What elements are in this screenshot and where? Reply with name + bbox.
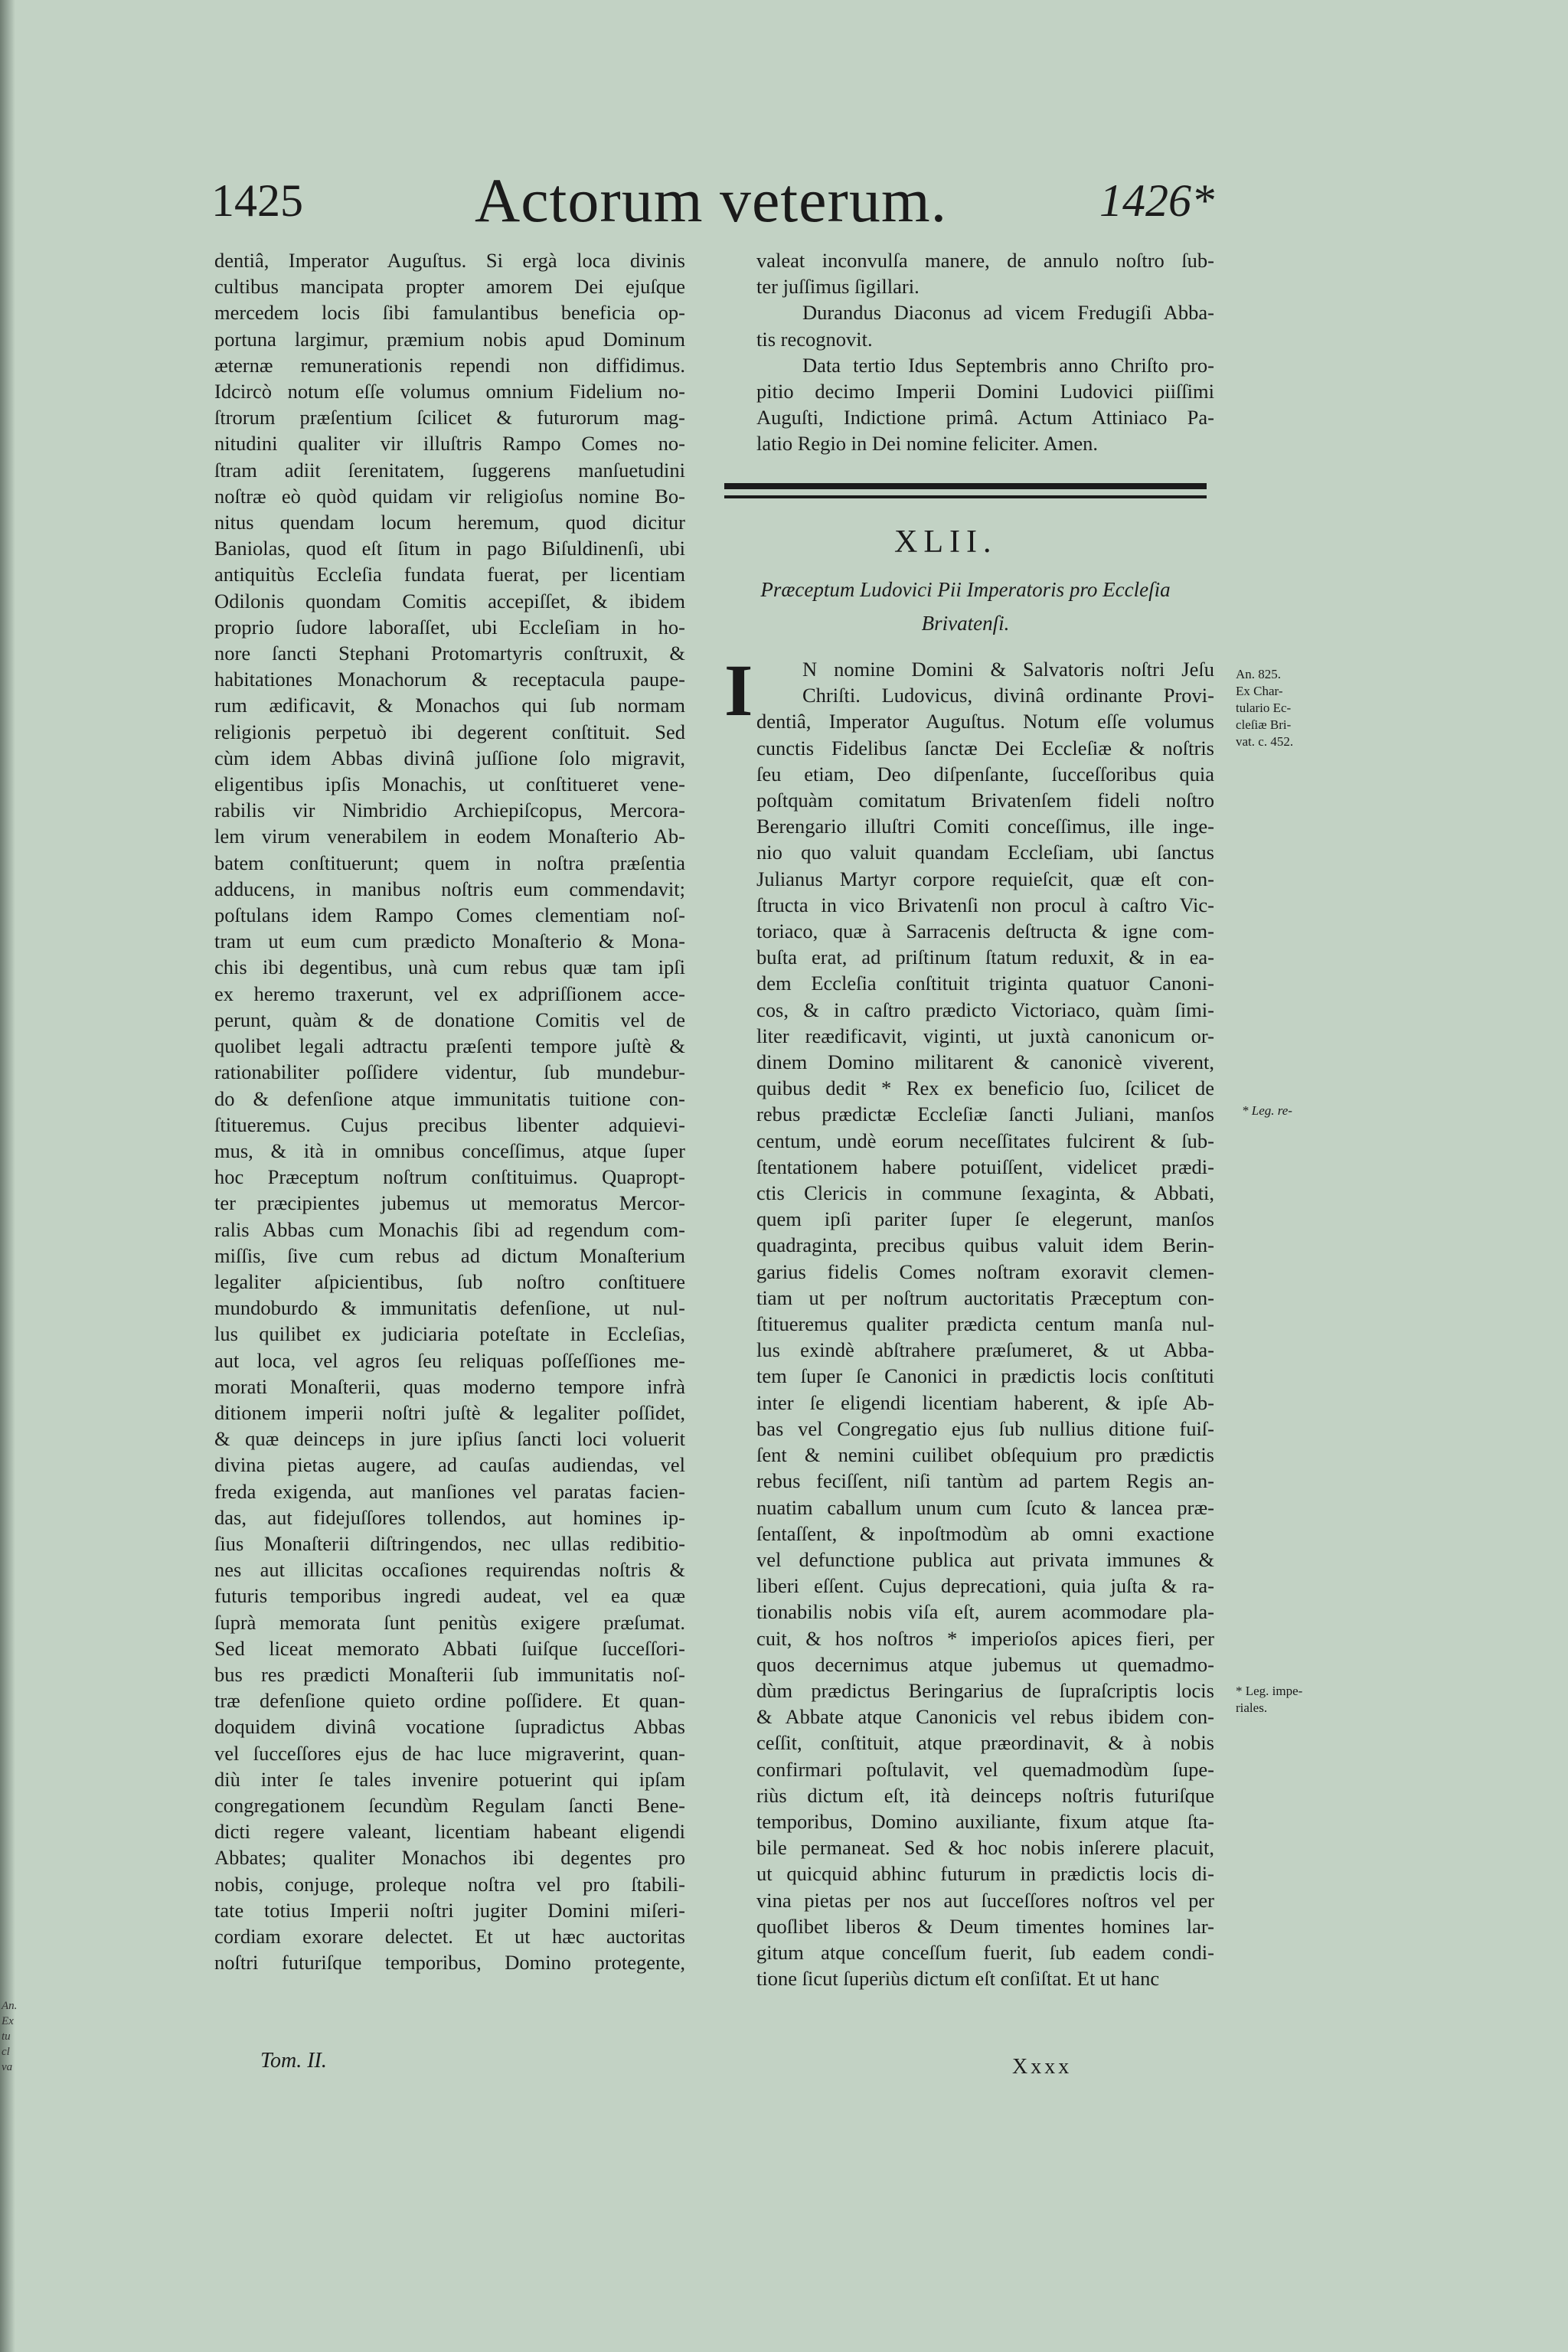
text-line: dicti regere valeant, licentiam habeant eligendi bbox=[214, 1820, 685, 1844]
margin-note-line: * Leg. re- bbox=[1242, 1103, 1292, 1118]
text-line: perunt, quàm & de donatione Comitis vel de bbox=[214, 1008, 685, 1031]
page-number-left: 1425 bbox=[211, 175, 303, 226]
text-line: cos, & in caſtro prædicto Victoriaco, quàm ſimi- bbox=[756, 998, 1214, 1021]
section-title-line2: Brivatenſi. bbox=[921, 612, 1010, 635]
text-line: congregationem ſecundùm Regulam ſancti Bene- bbox=[214, 1793, 685, 1817]
text-line: vel ſucceſſores ejus de hac luce migraverint, quan- bbox=[214, 1741, 685, 1765]
text-line: garius fidelis Comes noſtram exoravit clemen- bbox=[756, 1259, 1214, 1283]
text-line: ſtitueremus qualiter prædicta centum manſa nul- bbox=[756, 1312, 1214, 1336]
right-column-main-text bbox=[756, 656, 1214, 1991]
text-line: toriaco, quæ à Sarracenis deſtructa & igne com- bbox=[756, 920, 1214, 943]
text-line: chis ibi degentibus, unà cum rebus quæ tam ipſi bbox=[214, 956, 685, 979]
text-line: ter juſſimus ſigillari. bbox=[756, 275, 920, 299]
gutter-note: cl bbox=[2, 2046, 10, 2058]
text-line: quem ipſi pariter ſuper ſe elegerunt, manſos bbox=[756, 1207, 1214, 1231]
text-line: tate totius Imperii noſtri jugiter Domini miſeri- bbox=[214, 1898, 685, 1922]
text-line: batem conſtituerunt; quem in noſtra præſentia bbox=[214, 851, 685, 874]
text-line: Data tertio Idus Septembris anno Chriſto pro- bbox=[802, 353, 1214, 377]
text-line: Chriſti. Ludovicus, divinâ ordinante Provi- bbox=[802, 684, 1214, 707]
margin-note-source bbox=[1236, 666, 1335, 750]
text-line: ceſſit, conſtituit, atque præordinavit, & à nobis bbox=[756, 1731, 1214, 1755]
text-line: poſtulans idem Rampo Comes clementiam noſ- bbox=[214, 903, 685, 927]
text-line: aut loca, vel agros ſeu reliquas poſſeſſiones me- bbox=[214, 1348, 685, 1372]
text-line: diù inter ſe tales invenire potuerint qui ipſam bbox=[214, 1767, 685, 1791]
text-line: cultibus mancipata propter amorem Dei ejuſque bbox=[214, 275, 685, 299]
text-line: religionis perpetuò ibi degerent conſtituit. Sed bbox=[214, 720, 685, 743]
signature-mark-right: Xxxx bbox=[1012, 2055, 1073, 2079]
margin-note-line: vat. c. 452. bbox=[1236, 734, 1294, 749]
text-line: nitudini qualiter vir illuſtris Rampo Comes no- bbox=[214, 432, 685, 456]
text-line: quolibet legali adtractu præſenti tempore juſtè & bbox=[214, 1034, 685, 1058]
section-divider bbox=[724, 483, 1207, 498]
text-line: bas vel Congregatio ejus ſub nullius ditione fuiſ- bbox=[756, 1416, 1214, 1440]
text-line: antiquitùs Eccleſia fundata fuerat, per licentiam bbox=[214, 563, 685, 586]
gutter-margin-notes bbox=[2, 1998, 18, 2075]
text-line: bus res prædicti Monaſterii ſub immunitatis noſ- bbox=[214, 1662, 685, 1686]
text-line: latio Regio in Dei nomine feliciter. Amen. bbox=[756, 432, 1098, 456]
text-line: ut quicquid abhinc futurum in prædictis locis di- bbox=[756, 1862, 1214, 1886]
running-title: Actorum veterum. bbox=[475, 165, 948, 235]
text-line: lus exindè abſtrahere præſumeret, & ut Abba- bbox=[756, 1338, 1214, 1362]
text-line: doquidem divinâ vocatione ſupradictus Abbas bbox=[214, 1715, 685, 1739]
text-line: nore ſancti Stephani Protomartyris conſtruxit, & bbox=[214, 642, 685, 665]
text-line: legaliter aſpicientibus, ſub noſtro conſtituere bbox=[214, 1269, 685, 1293]
section-title-line1: Præceptum Ludovici Pii Imperatoris pro Eccleſia bbox=[760, 578, 1171, 601]
signature-mark-left: Tom. II. bbox=[260, 2049, 327, 2073]
text-line: do & defenſione atque immunitatis tuitione con- bbox=[214, 1086, 685, 1110]
text-line: cordiam exorare delectet. Et ut hæc auctoritas bbox=[214, 1925, 685, 1948]
margin-note-line: tulario Ec- bbox=[1236, 701, 1292, 715]
margin-note-reading-1 bbox=[1242, 1102, 1334, 1119]
section-number: XLII. bbox=[894, 524, 998, 560]
text-line: Berengario illuſtri Comiti conceſſimus, ille inge- bbox=[756, 815, 1214, 838]
text-line: æternæ remunerationis rependi non diffidimus. bbox=[214, 353, 685, 377]
text-line: dentiâ, Imperator Auguſtus. Notum eſſe volumus bbox=[756, 710, 1214, 733]
text-line: adducens, in manibus noſtris eum commendavit; bbox=[214, 877, 685, 900]
text-line: quos decernimus atque jubemus ut quemadmo- bbox=[756, 1652, 1214, 1676]
text-line: cuit, & hos noſtros * imperioſos apices fieri, per bbox=[756, 1626, 1214, 1650]
text-line: nes aut illicitas occaſiones requirendas noſtris & bbox=[214, 1558, 685, 1582]
text-line: eligentibus ipſis Monachis, ut conſtitueret vene- bbox=[214, 773, 685, 796]
text-line: tram ut eum cum prædicto Monaſterio & Mona- bbox=[214, 929, 685, 953]
text-line: mercedem locis ſibi famulantibus beneficia op- bbox=[214, 301, 685, 325]
text-line: Abbates; qualiter Monachos ibi degentes pro bbox=[214, 1846, 685, 1870]
text-line: ſtitueremus. Cujus precibus libenter adquievi- bbox=[214, 1112, 685, 1136]
text-line: das, aut fidejuſſores tollendos, aut homines ip- bbox=[214, 1505, 685, 1529]
text-line: noſtræ eò quòd quidam vir religioſus nomine Bo- bbox=[214, 484, 685, 508]
text-line: Idcircò notum eſſe volumus omnium Fidelium no- bbox=[214, 380, 685, 403]
text-line: rebus prædictæ Eccleſiæ ſancti Juliani, manſos bbox=[756, 1102, 1214, 1126]
text-line: lem virum venerabilem in eodem Monaſterio Ab- bbox=[214, 825, 685, 848]
text-line: riùs dictum eſt, ità deinceps noſtris futuriſque bbox=[756, 1783, 1214, 1807]
text-line: Julianus Martyr corpore requieſcit, quæ eſt con- bbox=[756, 867, 1214, 890]
text-line: N nomine Domini & Salvatoris noſtri Jeſu bbox=[802, 658, 1214, 681]
text-line: dentiâ, Imperator Auguſtus. Si ergà loca divinis bbox=[214, 249, 685, 272]
text-line: mus, & ità in omnibus conceſſimus, atque ſuper bbox=[214, 1138, 685, 1162]
text-line: mundoburdo & immunitatis defenſione, ut nul- bbox=[214, 1296, 685, 1320]
gutter-note: An. bbox=[2, 2000, 18, 2012]
text-line: & quæ deinceps in jure ipſius ſancti loci voluerit bbox=[214, 1427, 685, 1451]
text-line: rationabiliter poſſidere videntur, ſub mundebur- bbox=[214, 1060, 685, 1084]
text-line: ditionem imperii noſtri juſtè & legaliter poſſidet, bbox=[214, 1400, 685, 1424]
text-line: noſtri futuriſque temporibus, Domino protegente, bbox=[214, 1951, 685, 1975]
text-line: poſtquàm comitatum Brivatenſem fideli noſtro bbox=[756, 789, 1214, 812]
text-line: ter præcipientes jubemus ut memoratus Mercor- bbox=[214, 1191, 685, 1215]
text-line: quadraginta, precibus quibus valuit idem Berin- bbox=[756, 1233, 1214, 1257]
margin-note-line: cleſiæ Bri- bbox=[1236, 717, 1292, 732]
text-line: ſent & nemini cuilibet obſequium pro prædictis bbox=[756, 1443, 1214, 1467]
margin-note-line: An. 825. bbox=[1236, 667, 1282, 681]
text-line: tiam ut per noſtrum auctoritatis Præceptum con- bbox=[756, 1285, 1214, 1309]
text-line: proprio ſudore laboraſſet, ubi Eccleſiam in ho- bbox=[214, 615, 685, 639]
page-number-right: 1426* bbox=[1099, 175, 1214, 226]
text-line: quibus dedit * Rex ex beneficio ſuo, ſcilicet de bbox=[756, 1076, 1214, 1100]
text-line: quoſlibet liberos & Deum timentes homines lar- bbox=[756, 1914, 1214, 1938]
text-line: vel defunctione publica aut privata immunes & bbox=[756, 1547, 1214, 1571]
text-line: nio quo valuit quandam Eccleſiam, ubi ſanctus bbox=[756, 841, 1214, 864]
text-line: divina pietas augere, ad cauſas audiendas, vel bbox=[214, 1453, 685, 1477]
text-line: Sed liceat memorato Abbati ſuiſque ſucceſſori- bbox=[214, 1636, 685, 1660]
text-line: ctis Clericis in commune ſexaginta, & Abbati, bbox=[756, 1181, 1214, 1205]
text-line: habitationes Monachorum & receptacula paupe- bbox=[214, 668, 685, 691]
text-line: tis recognovit. bbox=[756, 327, 873, 351]
text-line: ralis Abbas cum Monachis ſibi ad regendum com- bbox=[214, 1217, 685, 1241]
text-line: ſentaſſent, & inpoſtmodùm ab omni exactione bbox=[756, 1521, 1214, 1545]
text-line: buſta erat, ad priſtinum ſtatum reduxit, & in ea- bbox=[756, 946, 1214, 969]
text-line: nitus quendam locum heremum, quod dicitur bbox=[214, 511, 685, 534]
text-line: cùm idem Abbas divinâ juſſione ſolo migravit, bbox=[214, 746, 685, 769]
drop-capital: I bbox=[724, 649, 753, 731]
text-line: lus quilibet ex judiciaria poteſtate in Eccleſias, bbox=[214, 1322, 685, 1346]
text-line: dem Eccleſia conſtituit triginta quatuor Canoni- bbox=[756, 972, 1214, 995]
text-line: portuna largimur, præmium nobis apud Dominum bbox=[214, 327, 685, 351]
text-line: hoc Præceptum noſtrum conſtituimus. Quapropt- bbox=[214, 1165, 685, 1189]
text-line: liberi eſſent. Cujus deprecationi, quia juſta & ra- bbox=[756, 1574, 1214, 1598]
text-line: centum, undè eorum neceſſitates fulcirent & ſub- bbox=[756, 1129, 1214, 1152]
text-line: ſuprà memorata ſunt penitùs exigere præſumat. bbox=[214, 1610, 685, 1634]
text-line: vina pietas per nos aut ſucceſſores noſtros vel per bbox=[756, 1888, 1214, 1912]
text-line: Odilonis quondam Comitis accepiſſet, & ibidem bbox=[214, 589, 685, 612]
right-column-top-text bbox=[756, 247, 1214, 457]
text-line: liter reædificavit, viginti, ut juxtà canonicum or- bbox=[756, 1024, 1214, 1047]
text-line: tionabilis nobis viſa eſt, aurem acommodare pla- bbox=[756, 1600, 1214, 1624]
text-line: temporibus, Domino auxiliante, fixum atque ſta- bbox=[756, 1809, 1214, 1833]
text-line: pitio decimo Imperii Domini Ludovici piiſſimi bbox=[756, 380, 1214, 403]
gutter-note: Ex bbox=[2, 2015, 14, 2027]
text-line: tem ſuper ſe Canonici in prædictis locis conſtituti bbox=[756, 1364, 1214, 1388]
gutter-note: tu bbox=[2, 2030, 11, 2043]
text-line: miſſis, ſive cum rebus ad dictum Monaſterium bbox=[214, 1243, 685, 1267]
text-line: & Abbate atque Canonicis vel rebus ibidem con- bbox=[756, 1705, 1214, 1729]
text-line: dinem Domino militarent & canonicè viverent, bbox=[756, 1050, 1214, 1074]
text-line: tione ſicut ſuperiùs dictum eſt conſiſtat. Et ut hanc bbox=[756, 1967, 1160, 1991]
text-line: ſtram adiit ſerenitatem, ſuggerens manſuetudini bbox=[214, 458, 685, 482]
text-line: dùm prædictus Beringarius de ſupraſcriptis locis bbox=[756, 1678, 1214, 1702]
text-line: træ defenſione quieto ordine poſſidere. Et quan- bbox=[214, 1689, 685, 1713]
text-line: ex heremo traxerunt, vel ex adpriſſionem acce- bbox=[214, 982, 685, 1005]
text-line: cunctis Fidelibus ſanctæ Dei Eccleſiæ & noſtris bbox=[756, 736, 1214, 760]
text-line: freda exigenda, aut manſiones vel paratas facien- bbox=[214, 1479, 685, 1503]
text-line: rum ædificavit, & Monachos qui ſub normam bbox=[214, 694, 685, 717]
gutter-note: va bbox=[2, 2061, 13, 2073]
margin-note-line: riales. bbox=[1236, 1700, 1268, 1715]
text-line: confirmari poſtulavit, vel quemadmodùm ſupe- bbox=[756, 1757, 1214, 1781]
margin-note-reading-2 bbox=[1236, 1683, 1335, 1717]
text-line: ſtrorum præſentium ſcilicet & futurorum mag- bbox=[214, 406, 685, 430]
text-line: bile permaneat. Sed & hoc nobis inſerere placuit, bbox=[756, 1836, 1214, 1860]
text-line: morati Monaſterii, quas moderno tempore infrà bbox=[214, 1374, 685, 1398]
margin-note-line: * Leg. impe- bbox=[1236, 1684, 1303, 1698]
text-line: nobis, conjuge, proleque noſtra vel pro ſtabili- bbox=[214, 1872, 685, 1896]
text-line: rabilis vir Nimbridio Archiepiſcopus, Mercora- bbox=[214, 799, 685, 822]
text-line: ſius Monaſterii diſtringendos, nec ullas redibitio- bbox=[214, 1531, 685, 1555]
text-line: futuris temporibus ingredi audeat, vel ea quæ bbox=[214, 1584, 685, 1608]
text-line: rebus feciſſent, niſi tantùm ad partem Regis an- bbox=[756, 1469, 1214, 1493]
text-line: Baniolas, quod eſt ſitum in pago Biſuldinenſi, ubi bbox=[214, 537, 685, 560]
text-line: ſeu etiam, Deo diſpenſante, ſucceſſoribus quia bbox=[756, 762, 1214, 786]
text-line: Auguſti, Indictione primâ. Actum Attiniaco Pa- bbox=[756, 406, 1214, 430]
text-line: nuatim caballum unum cum ſcuto & lancea præ- bbox=[756, 1495, 1214, 1519]
text-line: ſtructa in vico Brivatenſi non procul à caſtro Vic- bbox=[756, 893, 1214, 916]
section-title bbox=[724, 573, 1207, 640]
text-line: valeat inconvulſa manere, de annulo noſtro ſub- bbox=[756, 249, 1214, 272]
text-line: Durandus Diaconus ad vicem Fredugiſi Abba- bbox=[802, 301, 1214, 325]
text-line: inter ſe eligendi licentiam haberent, & ipſe Ab- bbox=[756, 1390, 1214, 1414]
margin-note-line: Ex Char- bbox=[1236, 684, 1283, 698]
left-column-text bbox=[214, 247, 685, 1975]
text-line: gitum atque conceſſum fuerit, ſub eadem condi- bbox=[756, 1940, 1214, 1964]
text-line: ſtentationem habere potuiſſent, videlicet prædi- bbox=[756, 1155, 1214, 1178]
